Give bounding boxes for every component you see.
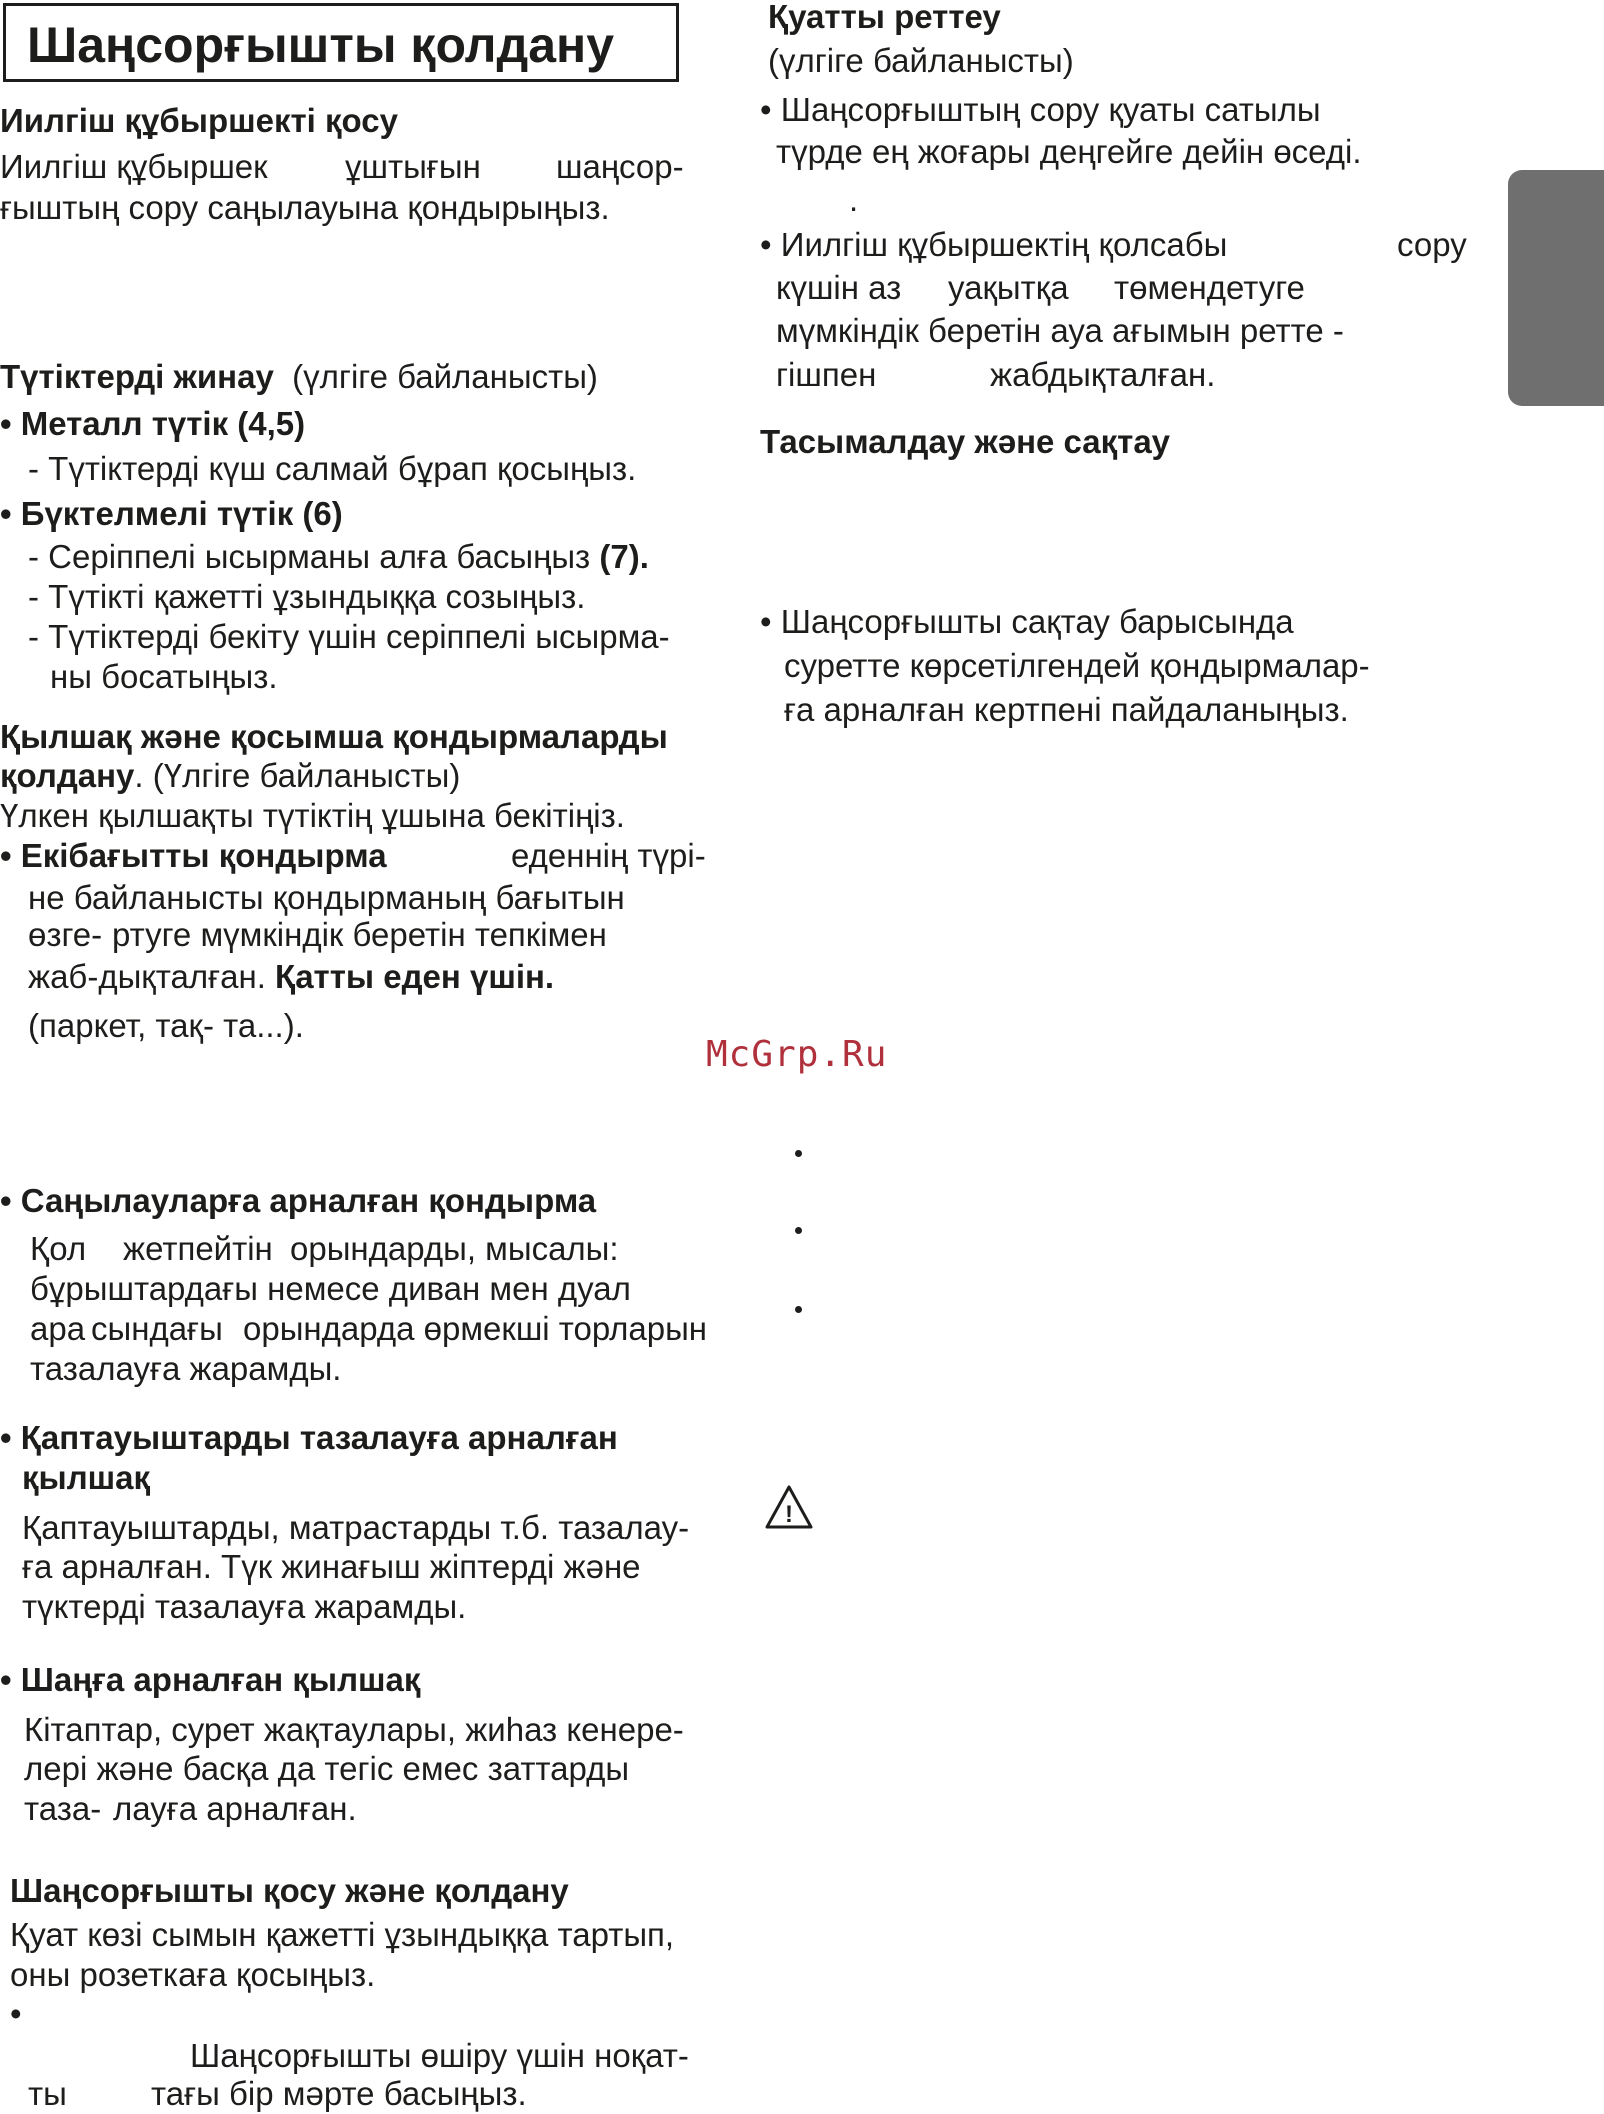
storage-bullet-line-1: • Шаңсорғышты сақтау барысында xyxy=(760,603,1294,640)
brush-intro: Үлкен қылшақты түтіктің ұшына бекітіңіз. xyxy=(0,797,625,834)
dust-brush-line-3b: лауға арналған. xyxy=(113,1790,357,1827)
dual-nozzle-line-4 xyxy=(28,957,554,997)
power-bullet-2-line-2a: күшін аз xyxy=(776,269,902,306)
power-bullet-1-line-2: түрде ең жоғары деңгейге дейін өседі. xyxy=(776,133,1362,170)
upholstery-heading-1: • Қаптауыштарды тазалауға арналған xyxy=(0,1419,618,1456)
power-bullet-2-line-2b: уақытқа xyxy=(948,269,1069,306)
brush-heading-2-text: қолдану xyxy=(0,757,135,794)
metal-tube-step-1: - Түтіктерді күш салмай бұрап қосыңыз. xyxy=(28,450,637,487)
start-line-4b: тағы бір мәрте басыңыз. xyxy=(151,2075,527,2112)
warning-icon xyxy=(764,1484,814,1530)
power-heading-note: (үлгіге байланысты) xyxy=(768,42,1074,79)
power-bullet-2-line-1a: • Иилгіш құбыршектің қолсабы xyxy=(760,226,1228,263)
side-tab xyxy=(1508,170,1604,406)
warning-symbol: ! xyxy=(785,1501,793,1528)
dual-nozzle-hard-floor: Қатты еден үшін. xyxy=(275,958,555,995)
power-bullet-2-line-4a: гішпен xyxy=(776,356,877,393)
power-heading: Қуатты реттеу xyxy=(768,0,1001,35)
watermark: McGrp.Ru xyxy=(706,1034,888,1075)
storage-bullet-line-3: ға арналған кертпені пайдаланыңыз. xyxy=(784,691,1349,728)
power-bullet-1-line-1: • Шаңсорғыштың сору қуаты сатылы xyxy=(760,91,1321,128)
bullet-dot xyxy=(795,1306,802,1313)
telescopic-tube-item: • Бүктелмелі түтік (6) xyxy=(0,495,343,532)
power-bullet-2-line-4b: жабдықталған. xyxy=(990,356,1216,393)
dual-nozzle-line-2: не байланысты қондырманың бағытын xyxy=(28,879,625,916)
telescopic-step-3: - Түтіктерді бекіту үшін серіппелі ысырма- xyxy=(28,618,670,655)
crevice-line-3b: сындағы xyxy=(91,1310,223,1347)
telescopic-step-2: - Түтікті қажетті ұзындыққа созыңыз. xyxy=(28,578,586,615)
upholstery-heading-2: қылшақ xyxy=(22,1459,151,1496)
dust-brush-heading: • Шаңға арналған қылшақ xyxy=(0,1661,421,1698)
start-line-4a: ты xyxy=(28,2075,67,2112)
telescopic-step-1 xyxy=(28,537,649,577)
dual-nozzle-line-4a: жаб-дықталған. xyxy=(28,958,276,995)
crevice-line-3c: орындарда өрмекші торларын xyxy=(243,1310,708,1347)
hose-line-2: ғыштың сору саңылауына қондырыңыз. xyxy=(0,189,610,226)
start-bullet: • xyxy=(10,1995,22,2032)
crevice-heading: • Саңылауларға арналған қондырма xyxy=(0,1182,597,1219)
page-title: Шаңсорғышты қолдану xyxy=(27,17,615,73)
hose-line-1c: шаңсор- xyxy=(556,148,684,185)
telescopic-step-4: ны босатыңыз. xyxy=(50,658,278,695)
bullet-dot xyxy=(795,1150,802,1157)
dual-nozzle-line-3a: өзге- xyxy=(28,916,103,953)
dual-nozzle-item: • Екібағытты қондырма xyxy=(0,837,387,874)
title-box xyxy=(3,3,679,82)
crevice-line-4: тазалауға жарамды. xyxy=(30,1350,342,1387)
power-bullet-2-line-1b: сору xyxy=(1397,226,1467,263)
crevice-line-2: бұрыштардағы немесе диван мен дуал xyxy=(30,1270,631,1307)
crevice-line-1c: орындарды, мысалы: xyxy=(290,1230,619,1267)
dual-nozzle-line-1b: еденнің түрі- xyxy=(511,837,706,874)
tubes-heading-text: Түтіктерді жинау xyxy=(0,358,274,395)
start-line-3: Шаңсорғышты өшіру үшін ноқат- xyxy=(190,2037,689,2074)
power-bullet-2-line-2c: төмендетуге xyxy=(1114,269,1305,306)
upholstery-line-3: түктерді тазалауға жарамды. xyxy=(22,1588,467,1625)
dust-brush-line-3a: таза- xyxy=(24,1790,102,1827)
hose-line-1b: ұштығын xyxy=(345,148,481,185)
start-heading: Шаңсорғышты қосу және қолдану xyxy=(10,1872,569,1909)
upholstery-line-1: Қаптауыштарды, матрастарды т.б. тазалау- xyxy=(22,1509,690,1546)
power-bullet-1-line-3: . xyxy=(849,181,859,218)
brush-heading-2-note: . (Үлгіге байланысты) xyxy=(134,757,461,794)
tubes-heading xyxy=(0,357,598,397)
storage-bullet-line-2: суретте көрсетілгендей қондырмалар- xyxy=(784,647,1370,684)
metal-tube-item: • Металл түтік (4,5) xyxy=(0,405,306,442)
start-line-2: оны розеткаға қосыңыз. xyxy=(10,1956,376,1993)
storage-heading: Тасымалдау және сақтау xyxy=(760,423,1171,460)
start-line-1: Қуат көзі сымын қажетті ұзындыққа тартып, xyxy=(10,1916,675,1953)
tubes-heading-note: (үлгіге байланысты) xyxy=(292,358,598,395)
hose-heading: Иилгіш құбыршекті қосу xyxy=(0,102,398,139)
bullet-dot xyxy=(795,1227,802,1234)
brush-heading-2 xyxy=(0,756,460,796)
telescopic-step-1-ref: (7). xyxy=(599,538,649,575)
dual-nozzle-line-3b: ртуге мүмкіндік беретін тепкімен xyxy=(112,916,607,953)
dust-brush-line-2: лері және басқа да тегіс емес заттарды xyxy=(24,1750,630,1787)
telescopic-step-1-text: - Серіппелі ысырманы алға басыңыз xyxy=(28,538,600,575)
dust-brush-line-1: Кітаптар, сурет жақтаулары, жиһаз кенере- xyxy=(24,1711,684,1748)
crevice-line-1b: жетпейтін xyxy=(123,1230,273,1267)
crevice-line-3a: ара xyxy=(30,1310,86,1347)
hose-line-1a: Иилгіш құбыршек xyxy=(0,148,268,185)
upholstery-line-2: ға арналған. Түк жинағыш жіптерді және xyxy=(22,1548,641,1585)
power-bullet-2-line-3: мүмкіндік беретін ауа ағымын ретте - xyxy=(776,312,1344,349)
brush-heading-1: Қылшақ және қосымша қондырмаларды xyxy=(0,718,668,755)
crevice-line-1a: Қол xyxy=(30,1230,87,1267)
dual-nozzle-line-5: (паркет, тақ- та...). xyxy=(28,1007,304,1044)
